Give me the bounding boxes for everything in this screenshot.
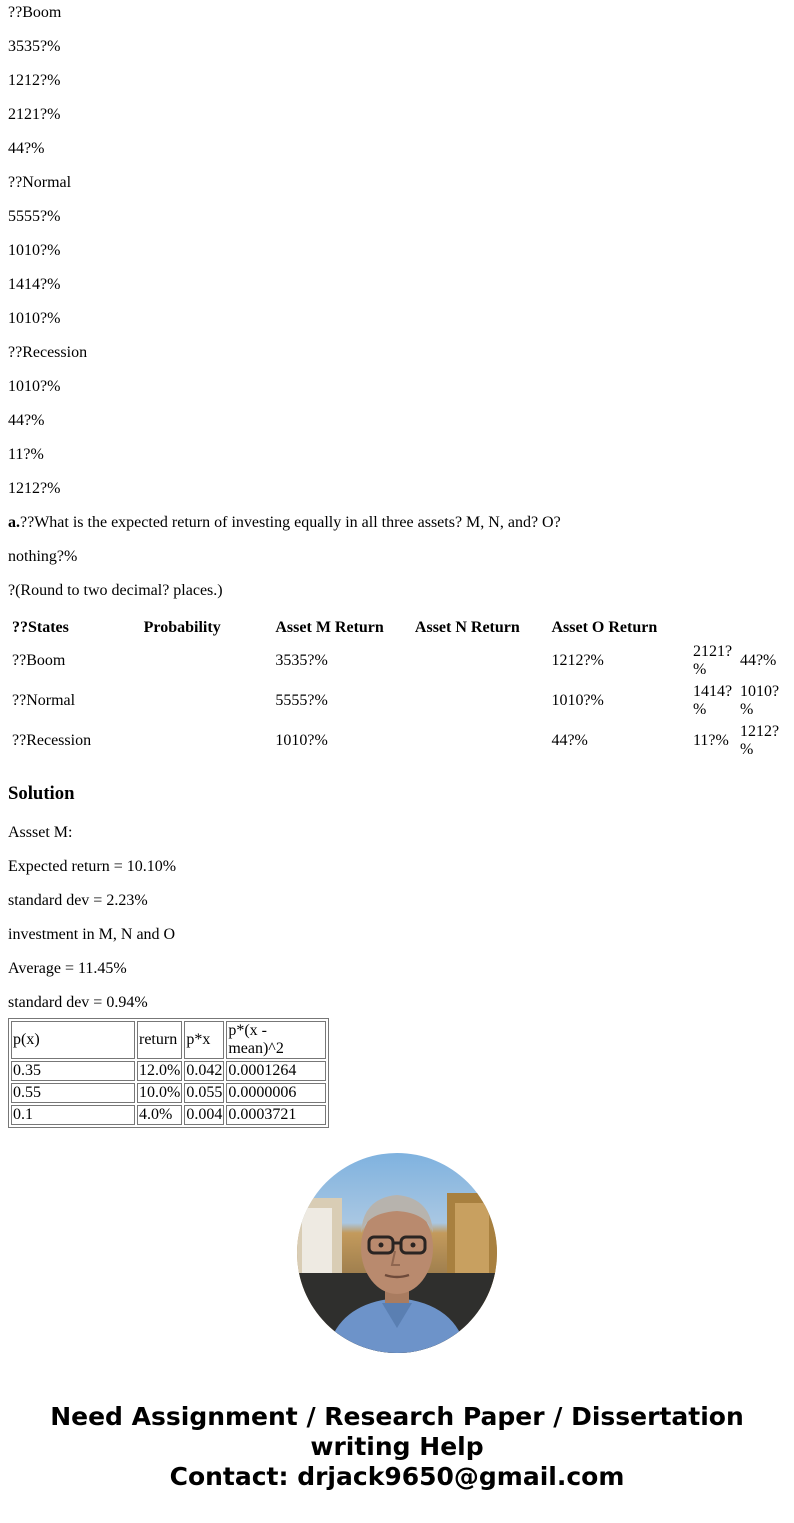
- table-cell: 0.042: [186, 1062, 223, 1079]
- table-cell: ??Boom: [12, 652, 66, 669]
- table-cell: [143, 642, 273, 680]
- footer-contact: Contact: drjack9650@gmail.com: [169, 1462, 625, 1491]
- table-cell: [414, 722, 549, 760]
- text-line: 1212?%: [8, 72, 61, 89]
- table-cell: [143, 722, 273, 760]
- table-cell: 10.0%: [139, 1084, 181, 1101]
- table-cell: 1010?%: [739, 683, 780, 718]
- text-line: 1010?%: [8, 310, 61, 327]
- text-line: 1212?%: [8, 480, 61, 497]
- column-header: p*(x - mean)^2: [226, 1021, 326, 1059]
- column-header: Probability: [143, 619, 221, 636]
- table-row: [11, 1061, 326, 1081]
- text-line: 2121?%: [8, 106, 61, 123]
- table-cell: [143, 682, 273, 720]
- table-cell: 12.0%: [139, 1062, 181, 1079]
- column-header: Asset O Return: [551, 619, 658, 636]
- text-line: ??Recession: [8, 344, 88, 361]
- text-line: ??Boom: [8, 4, 62, 21]
- column-header: Asset M Return: [275, 619, 384, 636]
- question-text: [8, 510, 786, 544]
- table-cell: 1414?%: [692, 683, 733, 718]
- footer-banner: [0, 1402, 794, 1492]
- table-row: [11, 642, 784, 680]
- table-cell: 1010?%: [551, 692, 604, 709]
- table-cell: 0.35: [11, 1061, 135, 1081]
- footer-line: writing Help: [310, 1432, 484, 1461]
- text-line: 44?%: [8, 412, 45, 429]
- table-cell: 0.1: [11, 1105, 135, 1125]
- text-line: 1010?%: [8, 378, 61, 395]
- table-cell: 1010?%: [275, 732, 328, 749]
- solution-heading: Solution: [8, 783, 75, 804]
- table-cell: ??Normal: [12, 692, 76, 709]
- table-cell: 1212?%: [739, 723, 780, 758]
- question-label: a.: [8, 514, 20, 531]
- solution-line: Expected return = 10.10%: [8, 858, 177, 875]
- table-row: [11, 722, 784, 760]
- table-cell: 0.0003721: [226, 1105, 326, 1125]
- column-header: p(x): [11, 1021, 135, 1059]
- text-line: 44?%: [8, 140, 45, 157]
- column-header: p*x: [184, 1021, 224, 1059]
- text-line: 3535?%: [8, 38, 61, 55]
- solution-line: Average = 11.45%: [8, 960, 127, 977]
- column-header: return: [137, 1021, 182, 1059]
- table-row: [11, 1083, 326, 1103]
- text-line: 1414?%: [8, 276, 61, 293]
- table-row: [11, 1105, 326, 1125]
- table-header-row: [11, 616, 784, 640]
- round-note: ?(Round to two decimal? places.): [8, 582, 223, 599]
- text-line: 1010?%: [8, 242, 61, 259]
- table-cell: [414, 642, 549, 680]
- calculation-table: [8, 1018, 329, 1128]
- answer-blank: nothing?%: [8, 548, 78, 565]
- intro-lines: [8, 0, 786, 510]
- table-cell: 0.0000006: [226, 1083, 326, 1103]
- solution-line: investment in M, N and O: [8, 926, 176, 943]
- footer-line: Need Assignment / Research Paper / Dissertation: [50, 1402, 744, 1431]
- column-header: ??States: [12, 619, 69, 636]
- solution-line: standard dev = 0.94%: [8, 994, 148, 1011]
- table-header-row: [11, 1021, 326, 1059]
- question-body: ??What is the expected return of investing equally in all three assets? M, N, and? O?: [20, 514, 561, 531]
- table-cell: 0.55: [11, 1083, 135, 1103]
- table-cell: 3535?%: [275, 652, 328, 669]
- table-cell: 0.004: [186, 1106, 223, 1123]
- text-line: 5555?%: [8, 208, 61, 225]
- table-cell: 0.055: [186, 1084, 223, 1101]
- solution-line: standard dev = 2.23%: [8, 892, 148, 909]
- solution-lines: [8, 820, 786, 1024]
- table-row: [11, 682, 784, 720]
- solution-line: Assset M:: [8, 824, 73, 841]
- states-table: [9, 614, 786, 762]
- table-cell: 4.0%: [137, 1105, 182, 1125]
- text-line: ??Normal: [8, 174, 72, 191]
- table-cell: [414, 682, 549, 720]
- table-cell: 11?%: [692, 732, 729, 749]
- column-header: [739, 616, 784, 640]
- table-cell: 0.0001264: [226, 1061, 326, 1081]
- table-cell: 44?%: [551, 732, 588, 749]
- column-header: Asset N Return: [414, 619, 520, 636]
- table-cell: 44?%: [739, 652, 777, 669]
- avatar-portrait: [297, 1153, 497, 1353]
- table-cell: ??Recession: [12, 732, 92, 749]
- table-cell: 1212?%: [551, 652, 604, 669]
- table-cell: 2121?%: [692, 643, 733, 678]
- text-line: 11?%: [8, 446, 44, 463]
- column-header: [692, 616, 737, 640]
- author-avatar: [297, 1153, 497, 1353]
- table-cell: 5555?%: [275, 692, 328, 709]
